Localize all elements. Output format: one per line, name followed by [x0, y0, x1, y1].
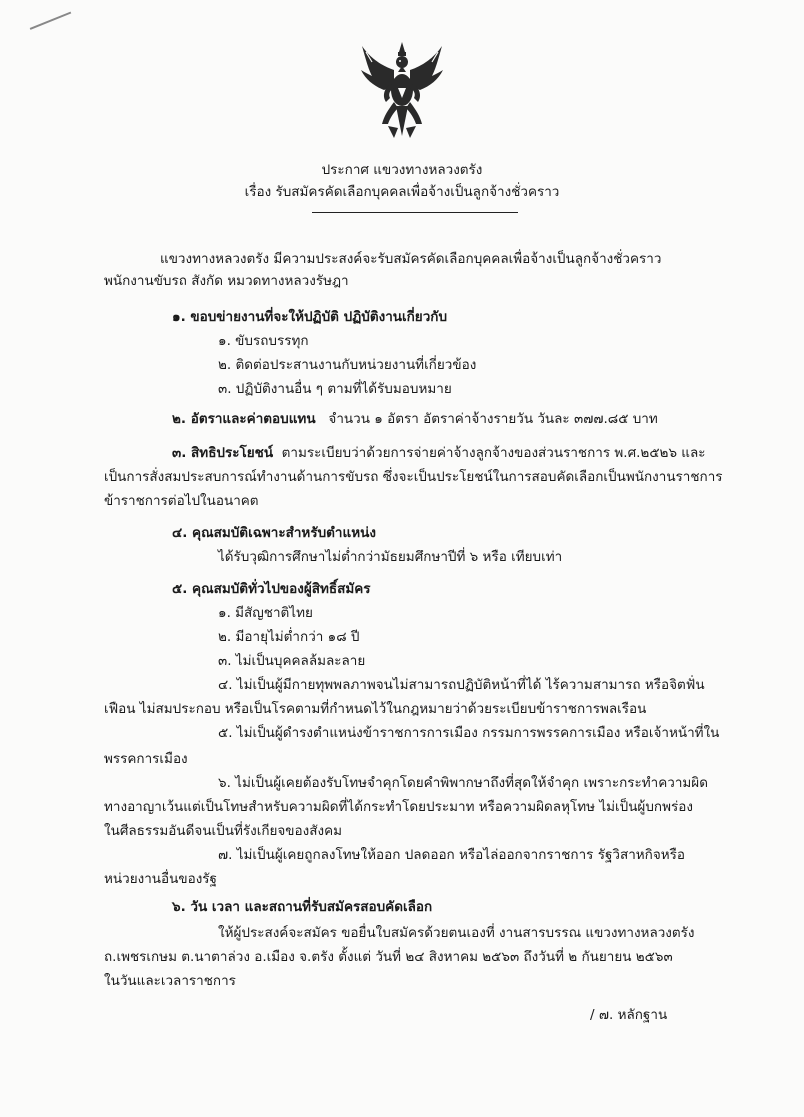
section-6-line-1: ให้ผู้ประสงค์จะสมัคร ขอยื่นใบสมัครด้วยตนเองที่ งานสารบรรณ แขวงทางหลวงตรัง	[218, 925, 695, 941]
section-5-item-1: ๑. มีสัญชาติไทย	[218, 605, 313, 621]
section-1-item-3: ๓. ปฏิบัติงานอื่น ๆ ตามที่ได้รับมอบหมาย	[218, 381, 452, 397]
section-5-item-4-line-2: เฟือน ไม่สมประกอบ หรือเป็นโรคตามที่กำหนดไว้ในกฎหมายว่าด้วยระเบียบข้าราชการพลเรือน	[104, 701, 647, 717]
section-5-item-6-line-2: ทางอาญาเว้นแต่เป็นโทษสำหรับความผิดที่ได้กระทำโดยประมาท หรือความผิดลหุโทษ ไม่เป็นผู้บกพร่อง	[104, 799, 693, 815]
section-4-text: ได้รับวุฒิการศึกษาไม่ต่ำกว่ามัธยมศึกษาปีที่ ๖ หรือ เทียบเท่า	[218, 549, 563, 565]
section-1-heading: ๑. ขอบข่ายงานที่จะให้ปฏิบัติ ปฏิบัติงานเกี่ยวกับ	[172, 309, 448, 325]
announcement-subject: เรื่อง รับสมัครคัดเลือกบุคคลเพื่อจ้างเป็นลูกจ้างชั่วคราว	[244, 184, 560, 200]
section-5-item-6-line-1: ๖. ไม่เป็นผู้เคยต้องรับโทษจำคุกโดยคำพิพากษาถึงที่สุดให้จำคุก เพราะกระทำความผิด	[218, 775, 708, 791]
section-1-item-2: ๒. ติดต่อประสานงานกับหน่วยงานที่เกี่ยวข้อง	[218, 357, 477, 373]
section-5-item-2: ๒. มีอายุไม่ต่ำกว่า ๑๘ ปี	[218, 629, 360, 645]
section-5-item-4-line-1: ๔. ไม่เป็นผู้มีกายทุพพลภาพจนไม่สามารถปฏิบัติหน้าที่ได้ ไร้ความสามารถ หรือจิตฟั่น	[218, 677, 705, 693]
section-5-item-3: ๓. ไม่เป็นบุคคลล้มละลาย	[218, 653, 366, 669]
section-5-heading: ๕. คุณสมบัติทั่วไปของผู้สิทธิ์สมัคร	[172, 581, 371, 597]
continued-note: / ๗. หลักฐาน	[590, 1007, 668, 1023]
section-4-heading: ๔. คุณสมบัติเฉพาะสำหรับตำแหน่ง	[172, 525, 376, 541]
section-2-heading: ๒. อัตราและค่าตอบแทน	[172, 411, 316, 427]
section-5-item-6-line-3: ในศีลธรรมอันดีจนเป็นที่รังเกียจของสังคม	[104, 823, 342, 839]
section-3-text: ตามระเบียบว่าด้วยการจ่ายค่าจ้างลูกจ้างของส่วนราชการ พ.ศ.๒๕๒๖ และ	[281, 445, 706, 461]
intro-line-2: พนักงานขับรถ สังกัด หมวดทางหลวงรัษฎา	[104, 273, 349, 289]
section-5-item-5-line-1: ๕. ไม่เป็นผู้ดำรงตำแหน่งข้าราชการการเมือง กรรมการพรรคการเมือง หรือเจ้าหน้าที่ใน	[218, 725, 720, 741]
section-5-item-7-line-1: ๗. ไม่เป็นผู้เคยถูกลงโทษให้ออก ปลดออก หรือไล่ออกจากราชการ รัฐวิสาหกิจหรือ	[218, 847, 686, 863]
section-1-item-1: ๑. ขับรถบรรทุก	[218, 333, 309, 349]
section-3-line-3: ข้าราชการต่อไปในอนาคต	[104, 493, 259, 509]
pen-mark	[30, 12, 71, 30]
section-6-heading: ๖. วัน เวลา และสถานที่รับสมัครสอบคัดเลือก	[172, 899, 433, 915]
section-5-item-7-line-2: หน่วยงานอื่นของรัฐ	[104, 871, 217, 887]
section-3-heading: ๓. สิทธิประโยชน์	[172, 445, 274, 461]
section-3-line-1	[172, 444, 706, 462]
section-6-line-3: ในวันและเวลาราชการ	[104, 973, 236, 989]
section-3-line-2: เป็นการสั่งสมประสบการณ์ทำงานด้านการขับรถ ซึ่งจะเป็นประโยชน์ในการสอบคัดเลือกเป็นพนักงานราชการ	[104, 469, 723, 485]
section-2	[172, 410, 658, 428]
garuda-emblem-icon	[358, 40, 446, 140]
intro-line-1: แขวงทางหลวงตรัง มีความประสงค์จะรับสมัครคัดเลือกบุคคลเพื่อจ้างเป็นลูกจ้างชั่วคราว	[160, 251, 662, 267]
section-6-line-2: ถ.เพชรเกษม ต.นาตาล่วง อ.เมือง จ.ตรัง ตั้งแต่ วันที่ ๒๔ สิงหาคม ๒๕๖๓ ถึงวันที่ ๒ กันยายน ๒๕๖๓	[104, 949, 673, 965]
section-5-item-5-line-2: พรรคการเมือง	[104, 751, 188, 767]
section-2-text: จำนวน ๑ อัตรา อัตราค่าจ้างรายวัน วันละ ๓๗๗.๘๕ บาท	[328, 411, 658, 427]
announcement-title: ประกาศ แขวงทางหลวงตรัง	[321, 162, 483, 178]
title-divider	[312, 212, 518, 213]
